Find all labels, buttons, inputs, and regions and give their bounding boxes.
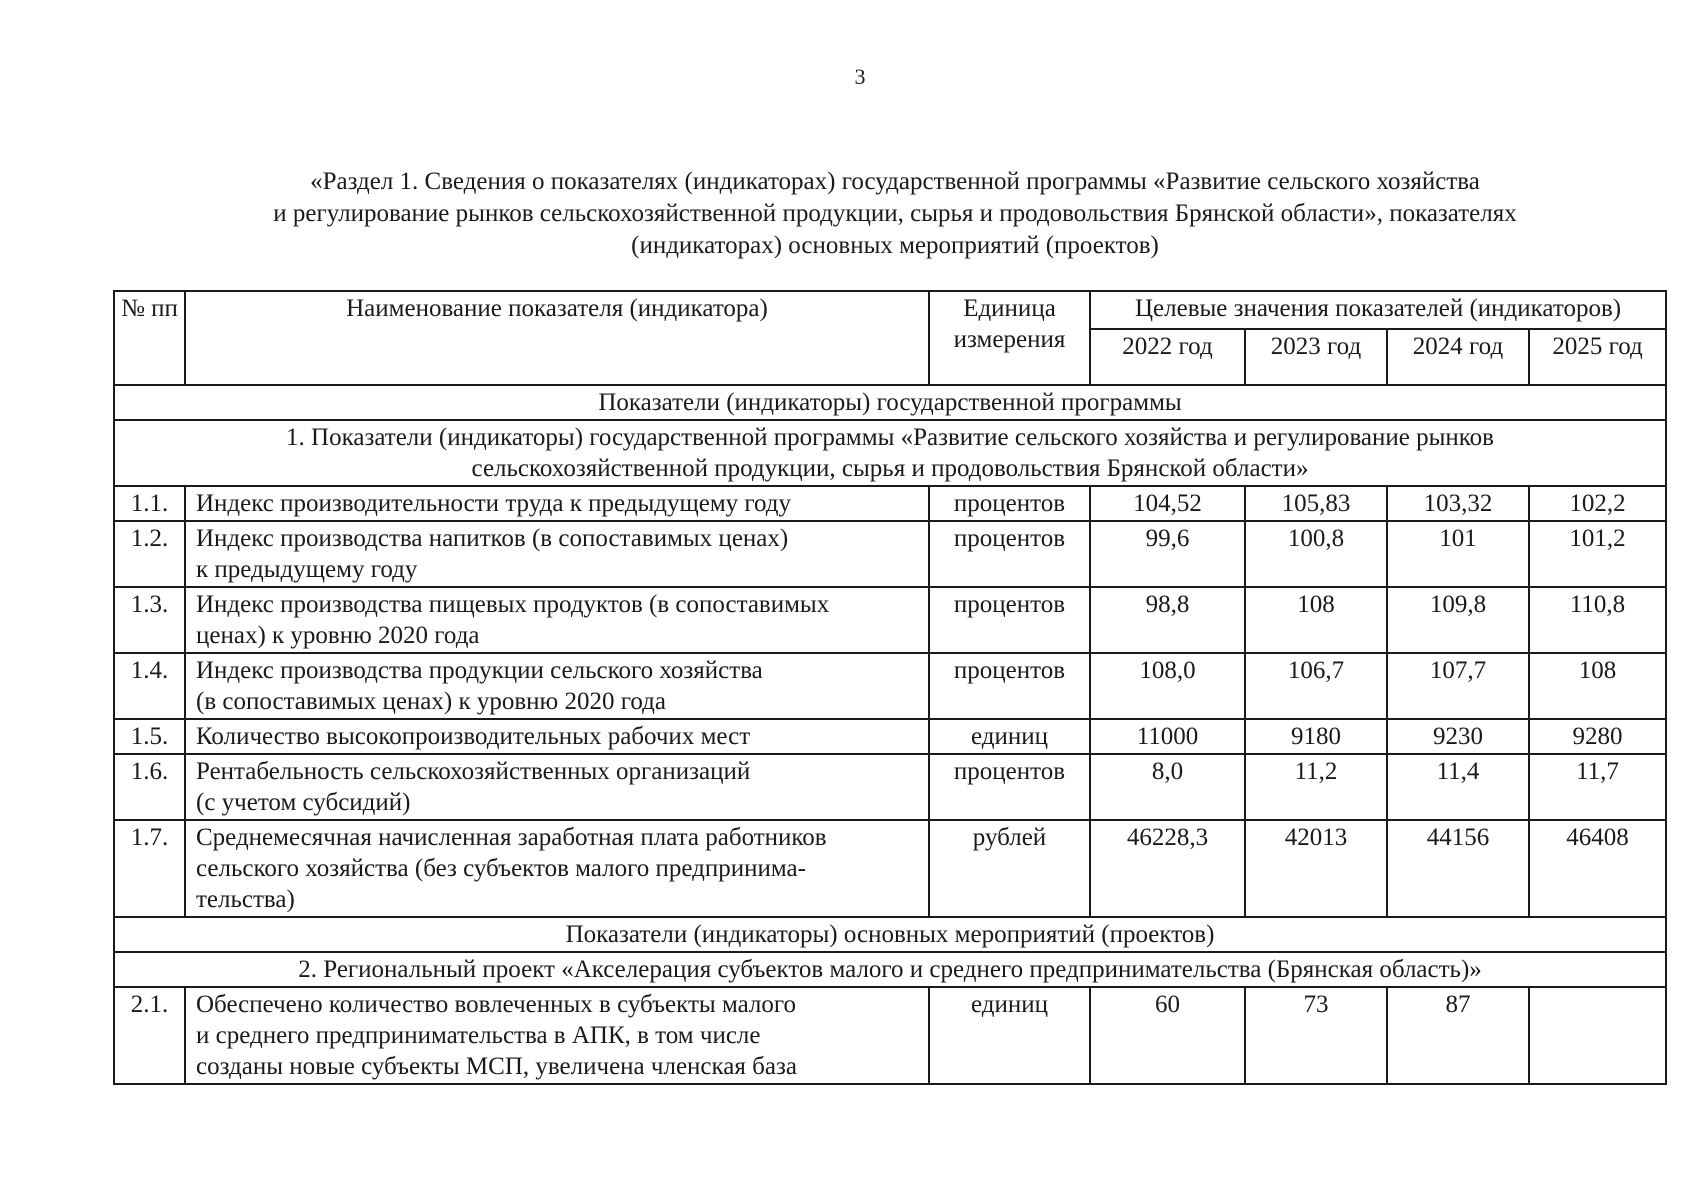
unit-cell: единиц [929, 987, 1090, 1084]
value-cell: 11,7 [1529, 754, 1666, 820]
table-row [114, 486, 1666, 521]
group-title-1: 1. Показатели (индикаторы) государственной программы «Развитие сельского хозяйства и регулирование рынков сельскохозяйственной продукции, сырья и продовольствия Брянской области» [114, 420, 1666, 486]
table-row [114, 653, 1666, 719]
value-cell: 100,8 [1245, 521, 1387, 587]
unit-cell: рублей [929, 820, 1090, 917]
header-name: Наименование показателя (индикатора) [185, 291, 929, 385]
row-number: 1.1. [114, 486, 185, 521]
unit-cell: процентов [929, 754, 1090, 820]
document-heading [140, 166, 1650, 262]
indicator-name: Количество высокопроизводительных рабочих мест [185, 719, 929, 754]
row-number: 1.7. [114, 820, 185, 917]
value-cell: 11,2 [1245, 754, 1387, 820]
unit-cell: единиц [929, 719, 1090, 754]
value-cell: 105,83 [1245, 486, 1387, 521]
value-cell: 106,7 [1245, 653, 1387, 719]
row-number: 1.4. [114, 653, 185, 719]
group-title-1-row [114, 420, 1666, 486]
unit-cell: процентов [929, 486, 1090, 521]
table-row [114, 521, 1666, 587]
table-row [114, 587, 1666, 653]
header-year-2025: 2025 год [1529, 329, 1666, 385]
value-cell: 99,6 [1090, 521, 1245, 587]
section-title-program-row [114, 385, 1666, 420]
value-cell: 102,2 [1529, 486, 1666, 521]
header-year-2023: 2023 год [1245, 329, 1387, 385]
value-cell: 108 [1529, 653, 1666, 719]
header-row [114, 291, 1666, 329]
value-cell: 107,7 [1387, 653, 1529, 719]
value-cell: 46228,3 [1090, 820, 1245, 917]
value-cell: 9280 [1529, 719, 1666, 754]
indicator-name: Среднемесячная начисленная заработная плата работников сельского хозяйства (без субъектов малого предпринима- тельства) [185, 820, 929, 917]
value-cell: 87 [1387, 987, 1529, 1084]
value-cell: 42013 [1245, 820, 1387, 917]
header-year-2024: 2024 год [1387, 329, 1529, 385]
indicator-name: Индекс производства продукции сельского хозяйства (в сопоставимых ценах) к уровню 2020 года [185, 653, 929, 719]
row-number: 1.5. [114, 719, 185, 754]
table-row [114, 754, 1666, 820]
value-cell: 108 [1245, 587, 1387, 653]
indicator-name: Индекс производства напитков (в сопоставимых ценах) к предыдущему году [185, 521, 929, 587]
indicator-name: Обеспечено количество вовлеченных в субъекты малого и среднего предпринимательства в АПК, в том числе созданы новые субъекты МСП, увеличена членская база [185, 987, 929, 1084]
indicator-name: Индекс производительности труда к предыдущему году [185, 486, 929, 521]
value-cell: 109,8 [1387, 587, 1529, 653]
value-cell: 110,8 [1529, 587, 1666, 653]
heading-line-2: и регулирование рынков сельскохозяйственной продукции, сырья и продовольствия Брянской области», показателях [273, 200, 1517, 227]
value-cell: 98,8 [1090, 587, 1245, 653]
value-cell: 8,0 [1090, 754, 1245, 820]
unit-cell: процентов [929, 653, 1090, 719]
value-cell: 44156 [1387, 820, 1529, 917]
value-cell [1529, 987, 1666, 1084]
value-cell: 104,52 [1090, 486, 1245, 521]
unit-cell: процентов [929, 521, 1090, 587]
value-cell: 101 [1387, 521, 1529, 587]
section-title-program: Показатели (индикаторы) государственной программы [114, 385, 1666, 420]
value-cell: 101,2 [1529, 521, 1666, 587]
value-cell: 11,4 [1387, 754, 1529, 820]
value-cell: 108,0 [1090, 653, 1245, 719]
table-row [114, 719, 1666, 754]
value-cell: 46408 [1529, 820, 1666, 917]
page-number: 3 [854, 64, 866, 89]
indicator-name: Индекс производства пищевых продуктов (в сопоставимых ценах) к уровню 2020 года [185, 587, 929, 653]
row-number: 2.1. [114, 987, 185, 1084]
value-cell: 9230 [1387, 719, 1529, 754]
indicators-table [113, 290, 1667, 1085]
heading-line-1: «Раздел 1. Сведения о показателях (индикаторах) государственной программы «Развитие сельского хозяйства [310, 168, 1480, 195]
table-row [114, 987, 1666, 1084]
section-title-activities-row [114, 917, 1666, 952]
section-title-activities: Показатели (индикаторы) основных мероприятий (проектов) [114, 917, 1666, 952]
value-cell: 73 [1245, 987, 1387, 1084]
table-row [114, 820, 1666, 917]
unit-cell: процентов [929, 587, 1090, 653]
header-num: № пп [114, 291, 185, 385]
value-cell: 9180 [1245, 719, 1387, 754]
header-year-2022: 2022 год [1090, 329, 1245, 385]
row-number: 1.3. [114, 587, 185, 653]
row-number: 1.6. [114, 754, 185, 820]
header-targets: Целевые значения показателей (индикаторов) [1090, 291, 1666, 329]
value-cell: 11000 [1090, 719, 1245, 754]
header-unit: Единица измерения [929, 291, 1090, 385]
heading-line-3: (индикаторах) основных мероприятий (проектов) [631, 232, 1159, 259]
indicator-name: Рентабельность сельскохозяйственных организаций (с учетом субсидий) [185, 754, 929, 820]
group-title-2: 2. Региональный проект «Акселерация субъектов малого и среднего предпринимательства (Брянская область)» [114, 952, 1666, 987]
group-title-2-row [114, 952, 1666, 987]
value-cell: 60 [1090, 987, 1245, 1084]
value-cell: 103,32 [1387, 486, 1529, 521]
row-number: 1.2. [114, 521, 185, 587]
